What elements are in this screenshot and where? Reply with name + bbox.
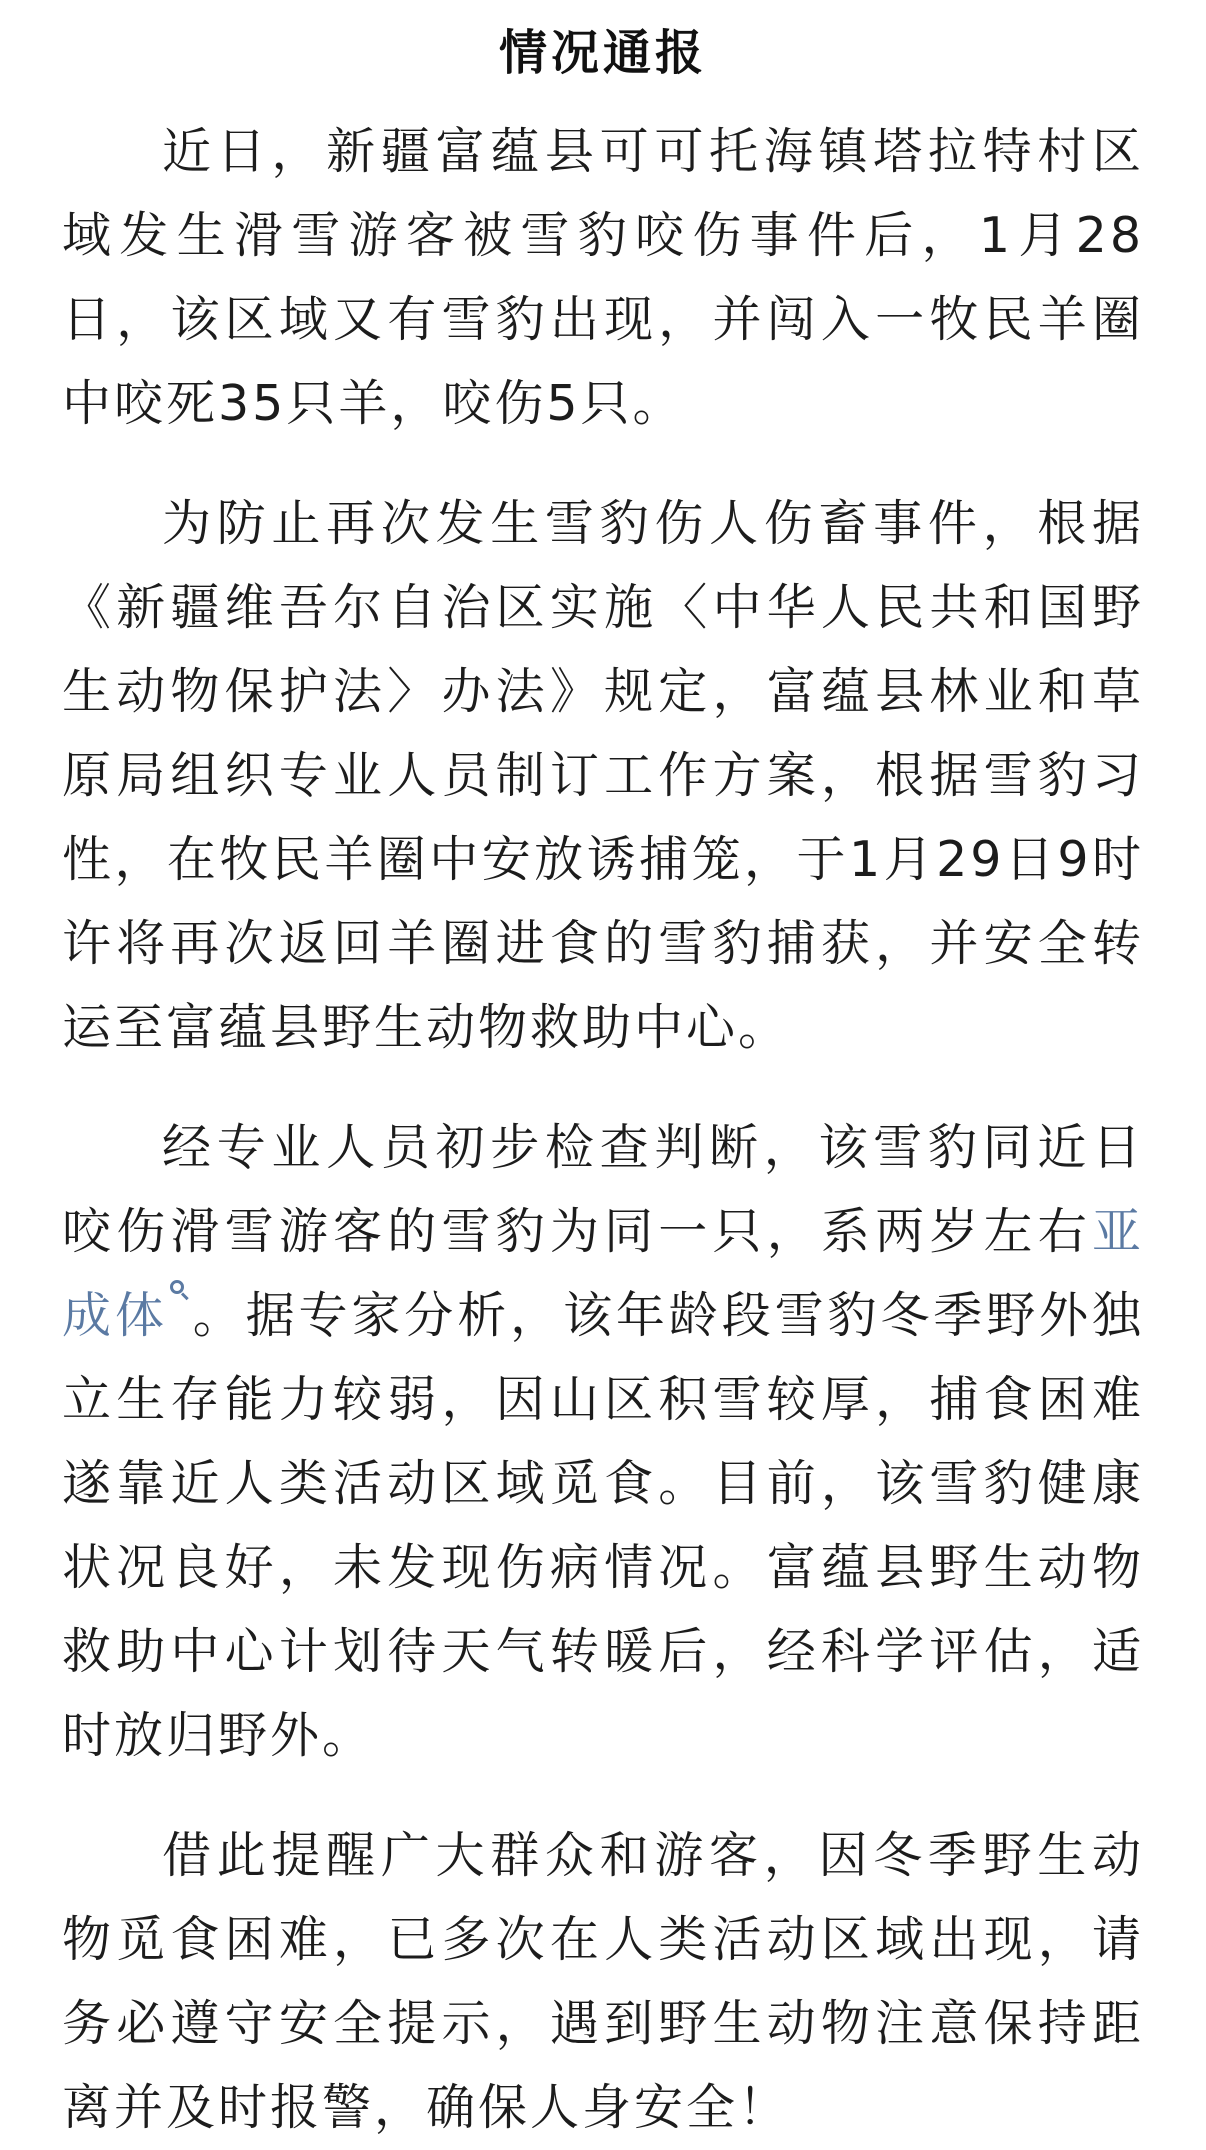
- paragraph-4: 借此提醒广大群众和游客，因冬季野生动物觅食困难，已多次在人类活动区域出现，请务必遵守安全提示，遇到野生动物注意保持距离并及时报警，确保人身安全！: [62, 1827, 1144, 2136]
- search-icon[interactable]: [170, 1280, 192, 1302]
- paragraph-2: 为防止再次发生雪豹伤人伤畜事件，根据《新疆维吾尔自治区实施〈中华人民共和国野生动物保护法〉办法》规定，富蕴县林业和草原局组织专业人员制订工作方案，根据雪豹习性，在牧民羊圈中安放诱捕笼，于1月29日9时许将再次返回羊圈进食的雪豹捕获，并安全转运至富蕴县野生动物救助中心。: [62, 495, 1144, 1056]
- paragraph-3-text-before: 经专业人员初步检查判断，该雪豹同近日咬伤滑雪游客的雪豹为同一只，系两岁左右: [62, 1119, 1144, 1260]
- page-title: 情况通报: [498, 25, 707, 81]
- paragraph-3-text-after: 。据专家分析，该年龄段雪豹冬季野外独立生存能力较弱，因山区积雪较厚，捕食困难遂靠近人类活动区域觅食。目前，该雪豹健康状况良好，未发现伤病情况。富蕴县野生动物救助中心计划待天气转暖后，经科学评估，适时放归野外。: [62, 1287, 1144, 1764]
- search-icon-handle: [181, 1292, 189, 1300]
- paragraph-1: 近日，新疆富蕴县可可托海镇塔拉特村区域发生滑雪游客被雪豹咬伤事件后，1月28日，该区域又有雪豹出现，并闯入一牧民羊圈中咬死35只羊，咬伤5只。: [62, 123, 1144, 432]
- paragraph-3: [62, 1106, 1144, 1778]
- term-link[interactable]: 亚成体: [62, 1203, 1144, 1344]
